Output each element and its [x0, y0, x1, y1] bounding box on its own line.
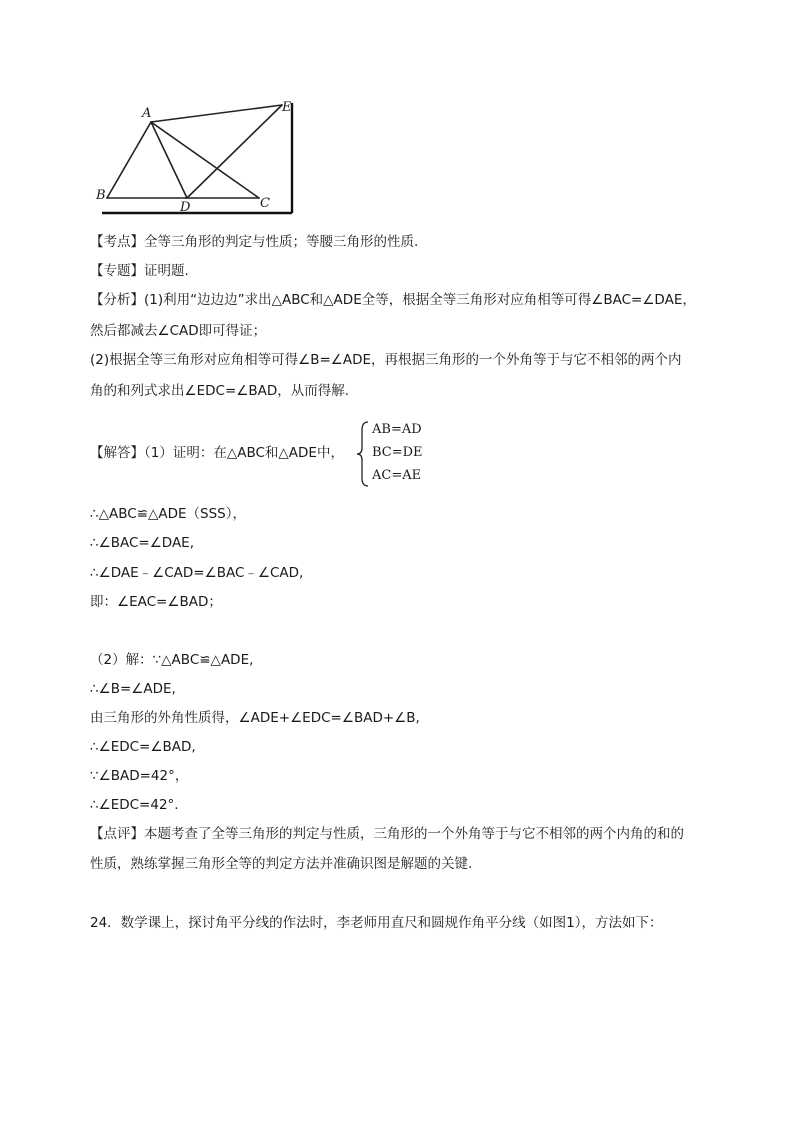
label-a: A: [142, 106, 152, 121]
segment-ac: [151, 122, 259, 198]
proof-line: ∴∠BAC=∠DAE,: [90, 535, 195, 551]
proof-line: 即：∠EAC=∠BAD；: [90, 594, 222, 610]
segment-ab: [107, 122, 151, 198]
proof-line: ∴∠EDC=42°.: [90, 797, 179, 813]
proof-line: ∴∠DAE﹣∠CAD=∠BAC﹣∠CAD,: [90, 565, 304, 581]
fenxi-line-2: 然后都减去∠CAD即可得证；: [90, 323, 267, 339]
equation-1: AB=AD: [372, 422, 422, 437]
label-d: D: [180, 200, 191, 215]
kaodian-line: 【考点】全等三角形的判定与性质；等腰三角形的性质.: [90, 234, 419, 250]
zhuanti-line: 【专题】证明题.: [90, 263, 189, 279]
proof-line: ∴△ABC≌△ADE（SSS），: [90, 506, 246, 522]
fenxi-line-1: 【分析】(1)利用“边边边”求出△ABC和△ADE全等，根据全等三角形对应角相等可得∠BAC=∠DAE，: [90, 292, 696, 308]
proof-line: ∴∠EDC=∠BAD,: [90, 739, 196, 755]
equation-3: AC=AE: [372, 468, 422, 483]
segment-de: [187, 105, 282, 198]
label-e: E: [282, 100, 292, 115]
left-brace: [356, 420, 370, 488]
equation-2: BC=DE: [372, 445, 423, 460]
equation-system: [356, 420, 436, 488]
label-b: B: [96, 188, 106, 203]
segment-ae: [151, 105, 282, 122]
proof-line: ∴∠B=∠ADE,: [90, 681, 176, 697]
label-c: C: [260, 196, 270, 211]
fenxi-line-4: 角的和列式求出∠EDC=∠BAD，从而得解.: [90, 383, 350, 399]
proof-line: （2）解：∵△ABC≌△ADE,: [90, 652, 254, 668]
jieda-intro: 【解答】（1）证明：在△ABC和△ADE中，: [90, 445, 344, 461]
proof-line: 由三角形的外角性质得，∠ADE+∠EDC=∠BAD+∠B,: [90, 710, 420, 726]
geometry-figure: [94, 100, 298, 216]
dianping-line-2: 性质，熟练掌握三角形全等的判定方法并准确识图是解题的关键.: [90, 856, 473, 872]
dianping-line-1: 【点评】本题考查了全等三角形的判定与性质，三角形的一个外角等于与它不相邻的两个内角的和的: [90, 826, 684, 842]
segment-ad: [151, 122, 187, 198]
proof-line: ∵∠BAD=42°，: [90, 768, 189, 784]
question-24: 24．数学课上，探讨角平分线的作法时，李老师用直尺和圆规作角平分线（如图1），方法如下：: [90, 915, 663, 931]
fenxi-line-3: (2)根据全等三角形对应角相等可得∠B=∠ADE，再根据三角形的一个外角等于与它不相邻的两个内: [90, 352, 682, 368]
